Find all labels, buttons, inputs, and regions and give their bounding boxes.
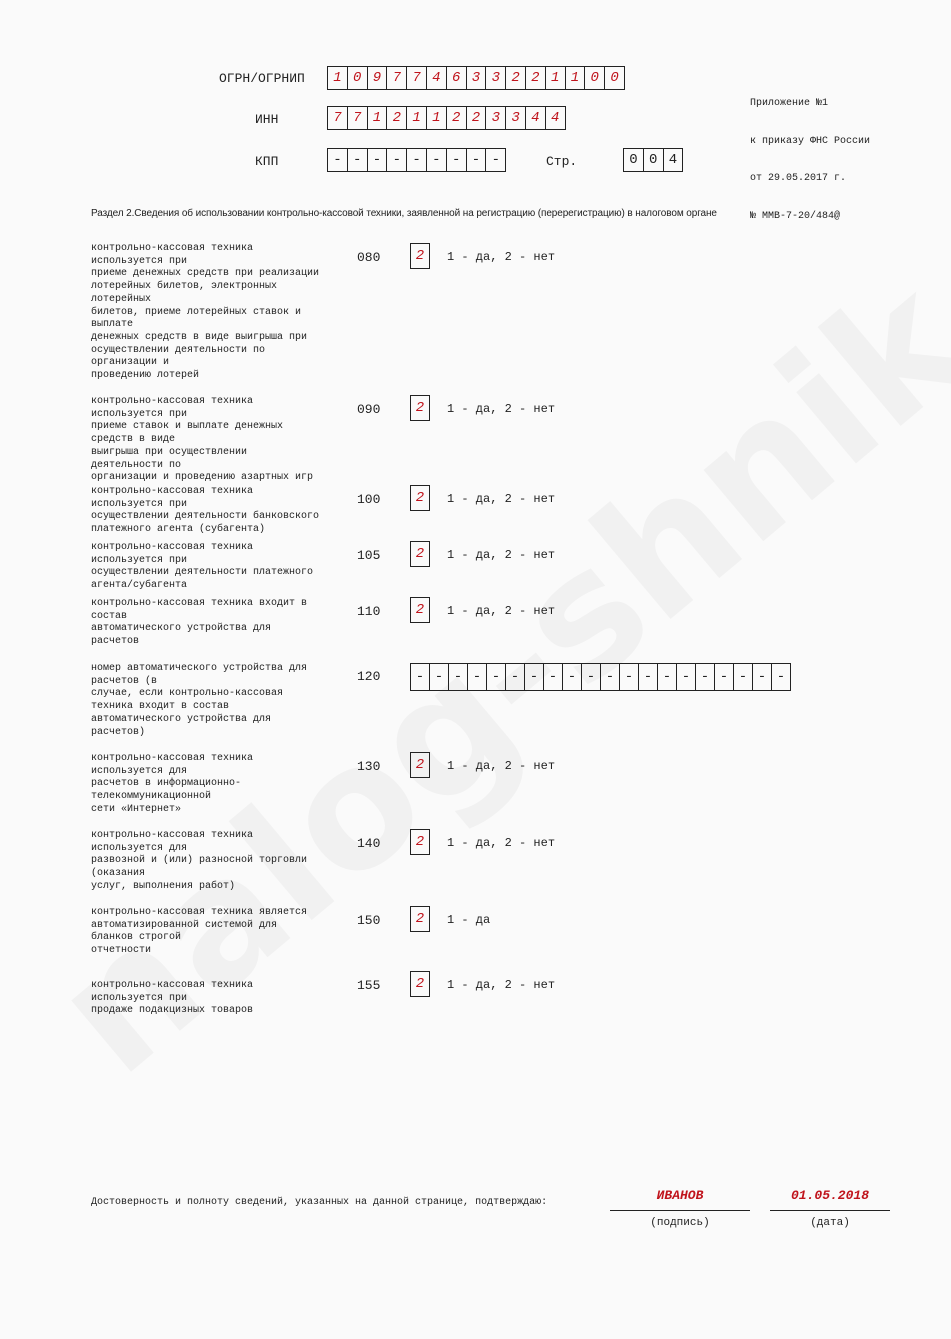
row-description-line: агента/субагента	[91, 580, 188, 592]
digit-cell[interactable]: 1	[427, 106, 447, 130]
row-code: 140	[357, 836, 381, 851]
signature-line	[610, 1210, 750, 1211]
digit-cell[interactable]: -	[487, 663, 506, 691]
row-description-line: техника входит в состав	[91, 701, 230, 713]
row-hint: 1 - да, 2 - нет	[447, 250, 556, 264]
digit-cell[interactable]: 7	[348, 106, 368, 130]
row-description-line: используется при	[91, 554, 188, 566]
row-value-box[interactable]: 2	[410, 541, 430, 567]
row-description-line: контрольно-кассовая техника	[91, 542, 254, 553]
row-description-line: расчетов (в	[91, 675, 158, 687]
row-description-line: (оказания	[91, 868, 146, 880]
row-description-line: проведению лотерей	[91, 370, 200, 382]
row-description-line: автоматического устройства для	[91, 713, 272, 725]
page-label: Стр.	[546, 154, 578, 169]
row-description-line: осуществлении деятельности платежного	[91, 567, 314, 579]
row-description-line: контрольно-кассовая техника	[91, 980, 254, 991]
digit-cell[interactable]: -	[486, 148, 506, 172]
digit-cell[interactable]: 4	[664, 148, 684, 172]
digit-cell[interactable]: -	[715, 663, 734, 691]
row-description-line: используется при	[91, 408, 188, 420]
row-value-box[interactable]: 2	[410, 829, 430, 855]
kpp-cells[interactable]	[327, 148, 506, 172]
row-description-line: номер автоматического устройства для	[91, 663, 308, 674]
row-description-line: автоматизированной системой для	[91, 919, 278, 931]
signature-value[interactable]: ИВАНОВ	[656, 1188, 704, 1203]
digit-cell[interactable]: 7	[387, 66, 407, 90]
digit-cell[interactable]: -	[328, 148, 348, 172]
row-description-line: организации и проведению азартных игр	[91, 472, 314, 484]
row-description	[91, 830, 353, 894]
row-value-box[interactable]: 2	[410, 243, 430, 269]
row-value-box[interactable]: 2	[410, 906, 430, 932]
row-description-line: организации и	[91, 357, 170, 369]
row-description	[91, 980, 353, 1018]
digit-cell[interactable]: -	[753, 663, 772, 691]
digit-cell[interactable]: 4	[526, 106, 546, 130]
row-description-line: осуществлении деятельности по	[91, 344, 266, 356]
digit-cell[interactable]: -	[677, 663, 696, 691]
row-description-line: используется для	[91, 765, 188, 777]
row-code: 090	[357, 402, 381, 417]
row-code: 080	[357, 250, 381, 265]
row-description-line: лотерейных	[91, 293, 152, 305]
row-description-line: выигрыша при осуществлении	[91, 446, 248, 458]
date-value[interactable]: 01.05.2018	[790, 1188, 869, 1203]
digit-cell[interactable]: -	[449, 663, 468, 691]
digit-cell[interactable]: -	[620, 663, 639, 691]
digit-cell[interactable]: -	[772, 663, 791, 691]
row-description	[91, 663, 353, 739]
digit-cell[interactable]: -	[582, 663, 601, 691]
section-title: Раздел 2.Сведения об использовании контрольно-кассовой техники, заявленной на регистрацию (перерегистрацию) в налоговом органе	[91, 208, 717, 219]
appendix-line: к приказу ФНС России	[750, 135, 871, 147]
row-description-line: расчетов в информационно-	[91, 778, 242, 790]
digit-cell[interactable]: -	[601, 663, 620, 691]
row-description-line: контрольно-кассовая техника	[91, 486, 254, 497]
row-description	[91, 907, 353, 958]
row-description	[91, 753, 353, 817]
appendix-line: от 29.05.2017 г.	[750, 173, 847, 184]
ogrn-label: ОГРН/ОГРНИП	[219, 71, 305, 86]
row-code: 120	[357, 669, 381, 684]
digit-cell[interactable]: 3	[467, 66, 487, 90]
digit-cell[interactable]: 2	[506, 66, 526, 90]
row-description-line: средств в виде	[91, 434, 176, 446]
row-description	[91, 542, 353, 593]
row-code: 110	[357, 604, 381, 619]
row-description-line: развозной и (или) разносной торговли	[91, 855, 308, 867]
digit-cell[interactable]: 0	[605, 66, 625, 90]
row-description-line: бланков строгой	[91, 932, 182, 944]
digit-cell[interactable]: 3	[486, 66, 506, 90]
row-description-line: контрольно-кассовая техника	[91, 753, 254, 764]
row-description-line: приеме денежных средств при реализации	[91, 268, 320, 280]
digit-cell[interactable]: -	[430, 663, 449, 691]
device-number-cells[interactable]	[410, 663, 791, 691]
row-description-line: денежных средств в виде выигрыша при	[91, 331, 308, 343]
row-value-box[interactable]: 2	[410, 485, 430, 511]
digit-cell[interactable]: -	[734, 663, 753, 691]
row-description-line: расчетов)	[91, 726, 146, 738]
row-description-line: автоматического устройства для	[91, 623, 272, 635]
row-description-line: случае, если контрольно-кассовая	[91, 688, 284, 700]
digit-cell[interactable]: 9	[368, 66, 388, 90]
digit-cell[interactable]: 2	[387, 106, 407, 130]
digit-cell[interactable]: 4	[427, 66, 447, 90]
digit-cell[interactable]: 4	[546, 106, 566, 130]
row-description-line: используется при	[91, 498, 188, 510]
row-description-line: приеме ставок и выплате денежных	[91, 421, 284, 433]
appendix-note	[750, 73, 870, 236]
inn-cells[interactable]	[327, 106, 566, 130]
appendix-line: № ММВ-7-20/484@	[750, 210, 841, 222]
row-description-line: отчетности	[91, 945, 152, 957]
digit-cell[interactable]: -	[506, 663, 525, 691]
digit-cell[interactable]: 2	[447, 106, 467, 130]
digit-cell[interactable]: 3	[486, 106, 506, 130]
footer-statement: Достоверность и полноту сведений, указанных на данной странице, подтверждаю:	[91, 1197, 548, 1208]
row-description-line: используется для	[91, 842, 188, 854]
digit-cell[interactable]: -	[467, 148, 487, 172]
row-description-line: выплате	[91, 319, 134, 331]
digit-cell[interactable]: -	[696, 663, 715, 691]
appendix-line: Приложение №1	[750, 98, 829, 109]
row-hint: 1 - да, 2 - нет	[447, 978, 556, 992]
row-hint: 1 - да, 2 - нет	[447, 836, 556, 850]
row-description-line: осуществлении деятельности банковского	[91, 511, 320, 523]
row-description-line: лотерейных билетов, электронных	[91, 281, 278, 293]
row-value-box[interactable]: 2	[410, 395, 430, 421]
row-description	[91, 486, 353, 537]
digit-cell[interactable]: -	[563, 663, 582, 691]
row-description-line: контрольно-кассовая техника	[91, 396, 254, 407]
digit-cell[interactable]: -	[407, 148, 427, 172]
digit-cell[interactable]: -	[544, 663, 563, 691]
row-description-line: платежного агента (субагента)	[91, 524, 266, 536]
row-value-box[interactable]: 2	[410, 752, 430, 778]
row-hint: 1 - да, 2 - нет	[447, 759, 556, 773]
digit-cell[interactable]: 6	[447, 66, 467, 90]
digit-cell[interactable]: 1	[407, 106, 427, 130]
digit-cell[interactable]: 0	[585, 66, 605, 90]
row-description-line: услуг, выполнения работ)	[91, 880, 236, 892]
row-description-line: продаже подакцизных товаров	[91, 1005, 254, 1017]
page-number-cells[interactable]	[623, 148, 683, 172]
row-description-line: используется при	[91, 255, 188, 267]
digit-cell[interactable]: -	[658, 663, 677, 691]
digit-cell[interactable]: -	[427, 148, 447, 172]
row-description-line: телекоммуникационной	[91, 791, 212, 803]
row-description-line: сети «Интернет»	[91, 803, 182, 815]
digit-cell[interactable]: 3	[506, 106, 526, 130]
row-code: 130	[357, 759, 381, 774]
row-description-line: расчетов	[91, 636, 140, 648]
digit-cell[interactable]: 1	[546, 66, 566, 90]
row-code: 100	[357, 492, 381, 507]
digit-cell[interactable]: 0	[624, 148, 644, 172]
row-hint: 1 - да, 2 - нет	[447, 492, 556, 506]
row-value-box[interactable]: 2	[410, 597, 430, 623]
row-hint: 1 - да, 2 - нет	[447, 402, 556, 416]
digit-cell[interactable]: -	[639, 663, 658, 691]
digit-cell[interactable]: 1	[566, 66, 586, 90]
row-description-line: деятельности по	[91, 459, 182, 471]
digit-cell[interactable]: 0	[348, 66, 368, 90]
digit-cell[interactable]: 7	[328, 106, 348, 130]
row-description-line: состав	[91, 610, 128, 622]
date-caption: (дата)	[810, 1217, 850, 1229]
row-description-line: контрольно-кассовая техника	[91, 830, 254, 841]
row-description-line: используется при	[91, 992, 188, 1004]
digit-cell[interactable]: 1	[328, 66, 348, 90]
row-code: 155	[357, 978, 381, 993]
digit-cell[interactable]: 0	[644, 148, 664, 172]
digit-cell[interactable]: -	[387, 148, 407, 172]
signature-caption: (подпись)	[650, 1217, 710, 1229]
row-hint: 1 - да, 2 - нет	[447, 548, 556, 562]
row-hint: 1 - да	[447, 913, 491, 927]
row-description-line: контрольно-кассовая техника является	[91, 907, 308, 918]
row-description-line: контрольно-кассовая техника входит в	[91, 598, 308, 609]
digit-cell[interactable]: -	[447, 148, 467, 172]
row-description	[91, 396, 353, 485]
row-code: 105	[357, 548, 381, 563]
date-line	[770, 1210, 890, 1211]
digit-cell[interactable]: -	[525, 663, 544, 691]
row-value-box[interactable]: 2	[410, 971, 430, 997]
digit-cell[interactable]: -	[411, 663, 430, 691]
row-code: 150	[357, 913, 381, 928]
row-description	[91, 598, 353, 649]
digit-cell[interactable]: 1	[368, 106, 388, 130]
digit-cell[interactable]: 2	[467, 106, 487, 130]
digit-cell[interactable]: -	[368, 148, 388, 172]
row-description-line: контрольно-кассовая техника	[91, 243, 254, 254]
row-hint: 1 - да, 2 - нет	[447, 604, 556, 618]
row-description	[91, 243, 353, 383]
digit-cell[interactable]: 7	[407, 66, 427, 90]
kpp-label: КПП	[255, 154, 279, 169]
ogrn-cells[interactable]	[327, 66, 625, 90]
row-description-line: билетов, приеме лотерейных ставок и	[91, 306, 302, 318]
digit-cell[interactable]: -	[468, 663, 487, 691]
inn-label: ИНН	[255, 112, 279, 127]
digit-cell[interactable]: -	[348, 148, 368, 172]
digit-cell[interactable]: 2	[526, 66, 546, 90]
